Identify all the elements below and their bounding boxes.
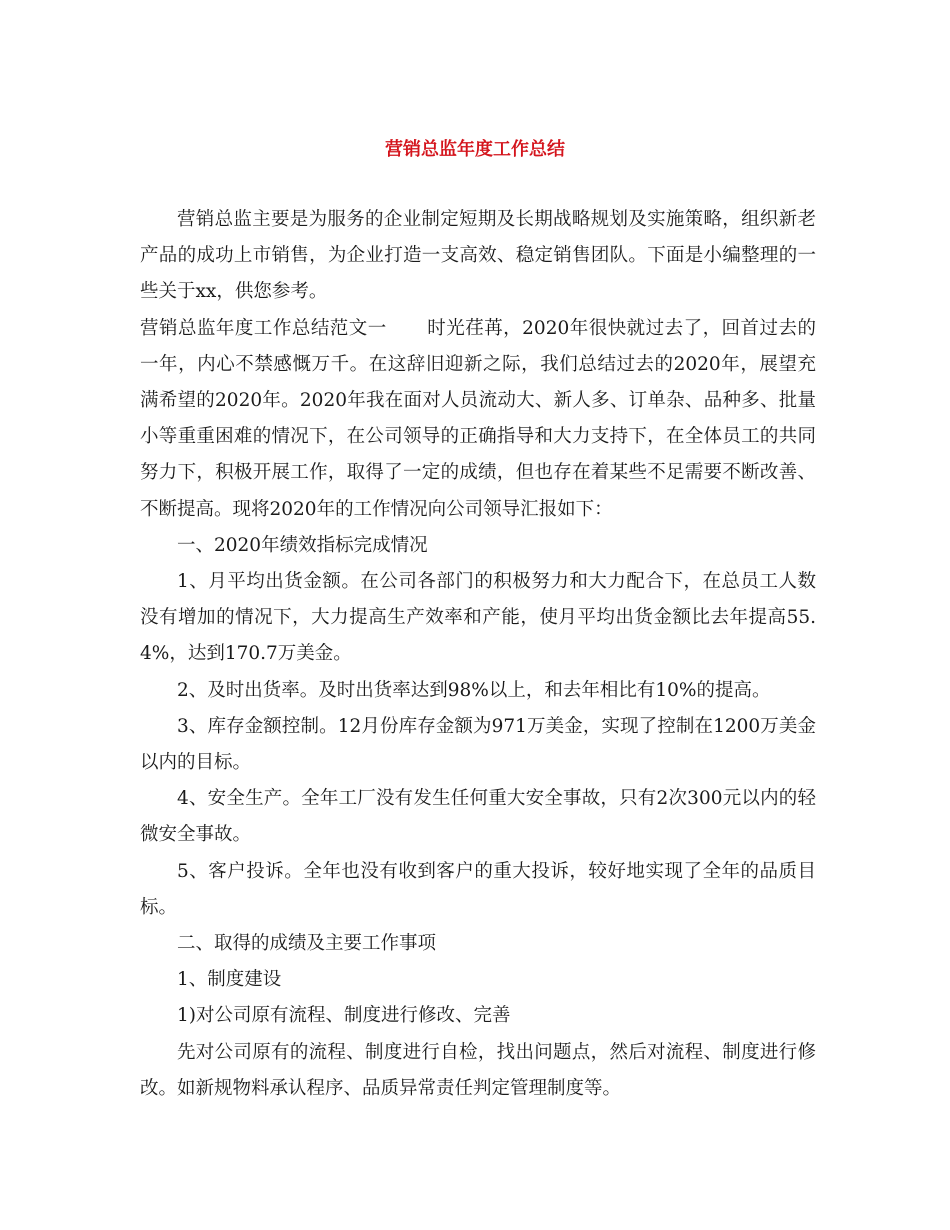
section2-sub-item: 1)对公司原有流程、制度进行修改、完善 bbox=[177, 1005, 511, 1027]
section1-item-4: 4、安全生产。全年工厂没有发生任何重大安全事故，只有2次300元以内的轻微安全事故。 bbox=[140, 788, 816, 846]
section2-heading: 二、取得的成绩及主要工作事项 bbox=[177, 933, 437, 955]
document-title: 营销总监年度工作总结 bbox=[385, 139, 565, 160]
section1-heading: 一、2020年绩效指标完成情况 bbox=[177, 534, 428, 556]
sample-label: 营销总监年度工作总结范文一 bbox=[140, 317, 387, 339]
document-body bbox=[140, 202, 816, 1107]
sample-text: 时光荏苒，2020年很快就过去了，回首过去的一年，内心不禁感慨万千。在这辞旧迎新之际，我们总结过去的2020年，展望充满希望的2020年。2020年我在面对人员流动大、新人多、订单杂、品种多、批量小等重重困难的情况下，在公司领导的正确指导和大力支持下，在全体员工的共同努力下，积极开展工作，取得了一定的成绩，但也存在着某些不足需要不断改善、不断提高。现将2020年的工作情况向公司领导汇报如下： bbox=[140, 317, 816, 520]
section2-sub-item-text: 先对公司原有的流程、制度进行自检，找出问题点，然后对流程、制度进行修改。如新规物料承认程序、品质异常责任判定管理制度等。 bbox=[140, 1041, 816, 1099]
section2-subheading: 1、制度建设 bbox=[177, 969, 282, 991]
sample-paragraph bbox=[140, 311, 816, 528]
intro-paragraph: 营销总监主要是为服务的企业制定短期及长期战略规划及实施策略，组织新老产品的成功上市销售，为企业打造一支高效、稳定销售团队。下面是小编整理的一些关于xx，供您参考。 bbox=[140, 209, 816, 303]
section1-item-2: 2、及时出货率。及时出货率达到98%以上，和去年相比有10%的提高。 bbox=[177, 679, 771, 701]
section1-item-5: 5、客户投诉。全年也没有收到客户的重大投诉，较好地实现了全年的品质目标。 bbox=[140, 860, 816, 918]
section1-item-1: 1、月平均出货金额。在公司各部门的积极努力和大力配合下，在总员工人数没有增加的情况下，大力提高生产效率和产能，使月平均出货金额比去年提高55.4%，达到170.7万美金。 bbox=[140, 571, 816, 665]
section1-item-3: 3、库存金额控制。12月份库存金额为971万美金，实现了控制在1200万美金以内的目标。 bbox=[140, 715, 816, 774]
